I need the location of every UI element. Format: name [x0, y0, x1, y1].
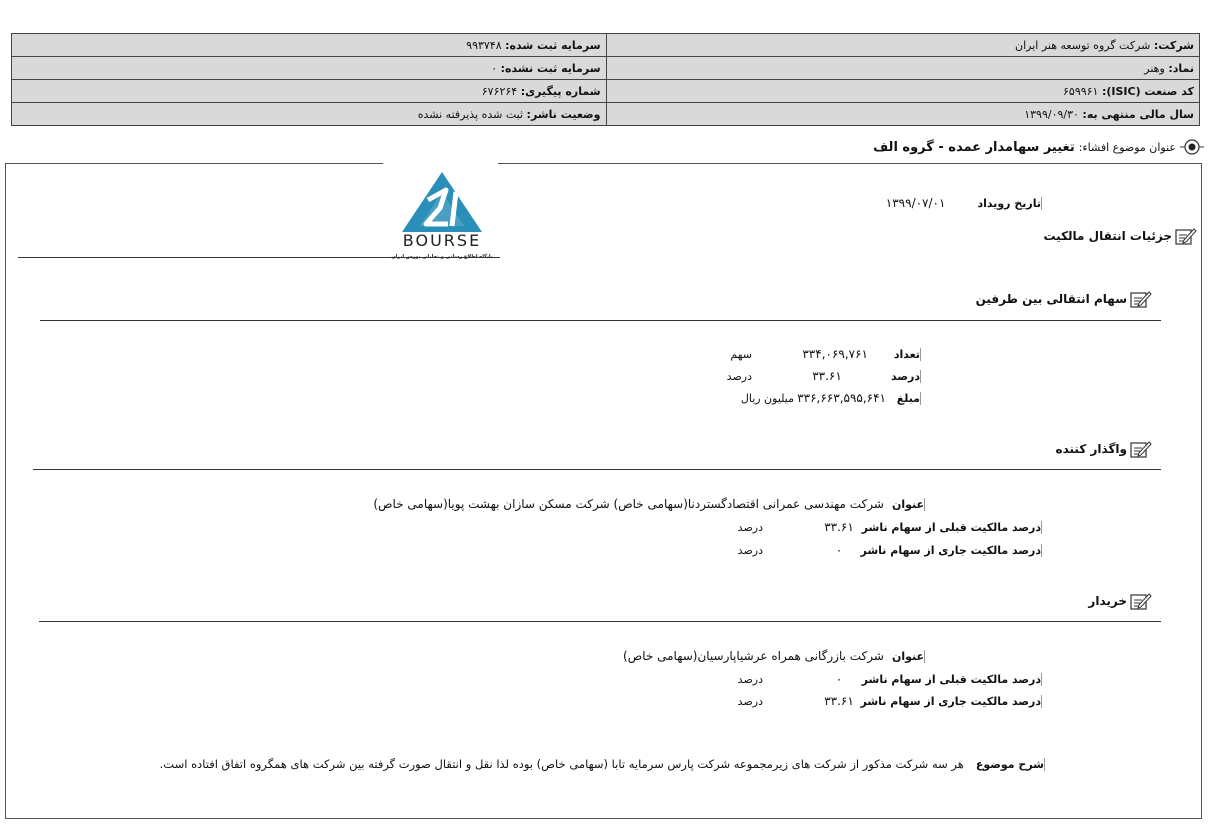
buyer-before-row: [738, 669, 1042, 689]
target-icon: [1180, 137, 1204, 157]
company-cell: [606, 34, 1199, 57]
event-date-label: تاریخ رویداد: [967, 197, 1042, 210]
seller-current-label: درصد مالکیت جاری از سهام ناشر: [860, 543, 1041, 557]
company-value: شرکت گروه توسعه هنر ایران: [1015, 38, 1151, 52]
event-date-row: [886, 196, 1042, 210]
percent-unit: درصد: [726, 369, 752, 383]
count-label: تعداد: [893, 347, 920, 361]
buyer-current-row: [738, 691, 1042, 711]
divider: [18, 257, 500, 258]
capital-registered-value: ۹۹۳۷۴۸: [466, 38, 502, 52]
tracking-label: شماره پیگیری:: [520, 84, 601, 98]
edit-icon: [1130, 591, 1152, 611]
capital-registered-cell: [12, 34, 607, 57]
section-seller: [1056, 439, 1152, 459]
section-title: خریدار: [1088, 594, 1127, 608]
capital-unregistered-label: سرمایه ثبت نشده:: [500, 61, 601, 75]
edit-icon: [1130, 439, 1152, 459]
divider: [39, 621, 1161, 622]
count-value: ۳۳۴,۰۶۹,۷۶۱: [802, 347, 868, 361]
info-row: [12, 57, 1200, 80]
amount-value: ۳۳۶,۶۶۳,۵۹۵,۶۴۱: [797, 391, 886, 405]
company-label: شرکت:: [1153, 38, 1194, 52]
count-unit: سهم: [730, 347, 752, 361]
divider: [33, 469, 1161, 470]
edit-icon: [1175, 226, 1197, 246]
buyer-before-unit: درصد: [737, 672, 763, 686]
logo-wordmark: BOURSE: [402, 231, 482, 250]
section-transfer-details: [1043, 226, 1197, 246]
report-frame: [5, 163, 1202, 819]
buyer-before-value: ۰: [835, 672, 843, 686]
bourse24-logo: [382, 170, 502, 262]
fiscal-year-cell: [606, 103, 1199, 126]
seller-current-unit: درصد: [737, 543, 763, 557]
fiscal-year-label: سال مالی منتهی به:: [1082, 107, 1194, 121]
buyer-title-value: شرکت بازرگانی همراه عرشیاپارسیان(سهامی خاص): [623, 649, 884, 663]
amount-row: [741, 388, 921, 408]
company-info-table: [11, 33, 1200, 126]
buyer-title-label: عنوان: [888, 650, 925, 663]
isic-label: کد صنعت (ISIC):: [1101, 84, 1194, 98]
tracking-value: ۶۷۶۲۶۴: [481, 84, 518, 98]
seller-title-value: شرکت مهندسی عمرانی اقتصادگستردنا(سهامی خاص) شرکت مسکن سازان بهشت پویا(سهامی خاص): [373, 497, 884, 511]
publisher-status-label: وضعیت ناشر:: [526, 107, 601, 121]
buyer-before-label: درصد مالکیت قبلی از سهام ناشر: [861, 672, 1041, 686]
symbol-cell: [606, 57, 1199, 80]
buyer-current-value: ۳۳.۶۱: [824, 694, 854, 708]
buyer-current-unit: درصد: [737, 694, 763, 708]
capital-unregistered-value: ۰: [491, 61, 498, 75]
description-row: [160, 754, 1045, 774]
info-row: [12, 103, 1200, 126]
amount-unit: میلیون ریال: [740, 391, 794, 405]
publisher-status-cell: [12, 103, 607, 126]
count-row: [730, 344, 921, 364]
section-title: سهام انتقالی بین طرفین: [975, 292, 1127, 306]
seller-before-unit: درصد: [737, 520, 763, 534]
publisher-status-value: ثبت شده پذیرفته نشده: [417, 107, 524, 121]
percent-label: درصد: [891, 369, 920, 383]
section-buyer: [1088, 591, 1152, 611]
capital-unregistered-cell: [12, 57, 607, 80]
isic-cell: [606, 80, 1199, 103]
amount-label: مبلغ: [892, 392, 921, 405]
subject-label: عنوان موضوع افشاء:: [1078, 140, 1176, 154]
seller-current-row: [738, 540, 1042, 560]
fiscal-year-value: ۱۳۹۹/۰۹/۳۰: [1024, 107, 1079, 121]
event-date-value: ۱۳۹۹/۰۷/۰۱: [885, 196, 946, 210]
seller-before-row: [738, 517, 1042, 537]
section-title: جزئیات انتقال مالکیت: [1043, 229, 1172, 243]
info-row: [12, 34, 1200, 57]
disclosure-subject: [873, 137, 1204, 157]
section-title: واگذار کننده: [1055, 442, 1127, 456]
description-label: شرح موضوع: [970, 758, 1045, 771]
symbol-value: وهنر: [1144, 61, 1165, 75]
subject-title: تغییر سهامدار عمده - گروه الف: [873, 139, 1075, 155]
tracking-cell: [12, 80, 607, 103]
seller-current-value: ۰: [835, 543, 843, 557]
buyer-current-label: درصد مالکیت جاری از سهام ناشر: [860, 694, 1041, 708]
capital-registered-label: سرمایه ثبت شده:: [505, 38, 601, 52]
seller-title-row: [373, 494, 925, 514]
info-row: [12, 80, 1200, 103]
section-transferred-shares: [976, 289, 1152, 309]
seller-title-label: عنوان: [888, 498, 925, 511]
percent-value: ۳۳.۶۱: [812, 369, 842, 383]
edit-icon: [1130, 289, 1152, 309]
percent-row: [727, 366, 921, 386]
isic-value: ۶۵۹۹۶۱: [1063, 84, 1099, 98]
divider: [40, 320, 1161, 321]
seller-before-label: درصد مالکیت قبلی از سهام ناشر: [861, 520, 1041, 534]
description-value: هر سه شرکت مذکور از شرکت های زیرمجموعه شرکت پارس سرمایه تابا (سهامی خاص) بوده لذا نقل و انتقال صورت گرفته بین شرکت های همگروه اتفاق افتاده است.: [159, 757, 964, 771]
buyer-title-row: [623, 646, 925, 666]
seller-before-value: ۳۳.۶۱: [824, 520, 854, 534]
symbol-label: نماد:: [1168, 61, 1194, 75]
